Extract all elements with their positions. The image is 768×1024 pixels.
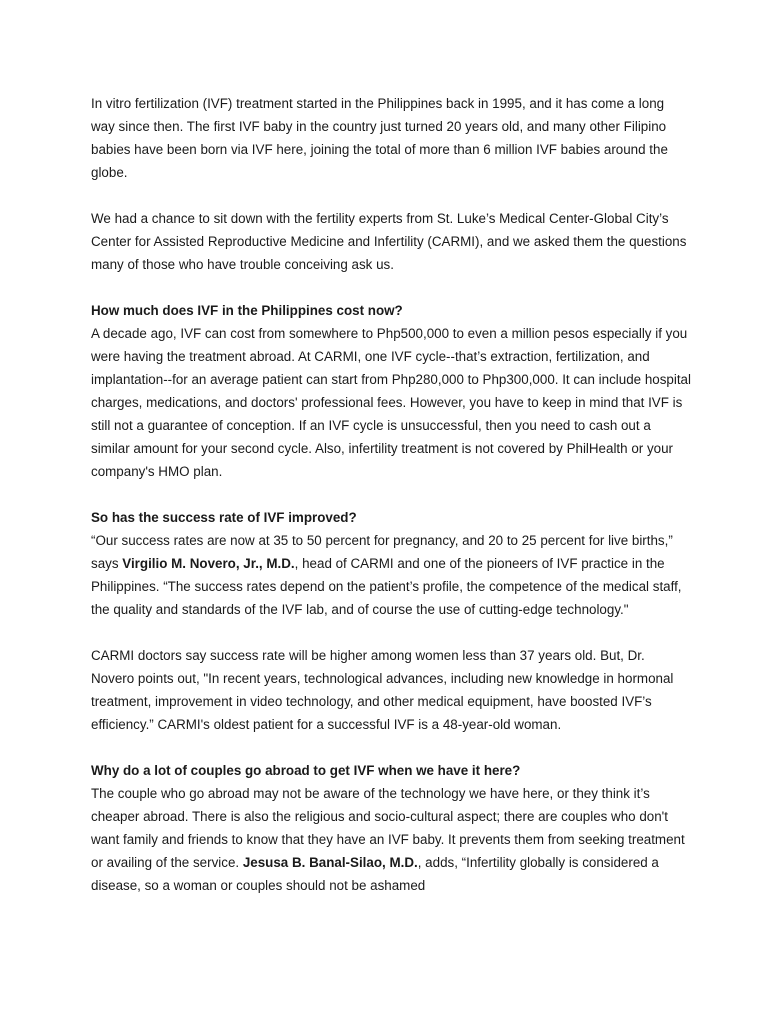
abroad-body-pre: The couple who go abroad may not be aware of the technology we have here, or they think it’s cheaper abroad. There is also the religious and socio-cultural aspect; there are couples who don't want family and friends to know that they have an IVF baby. It prevents them from seeking treatment or availing of the service.	[91, 786, 685, 870]
cost-heading: How much does IVF in the Philippines cost now?	[91, 303, 403, 318]
abroad-heading: Why do a lot of couples go abroad to get IVF when we have it here?	[91, 763, 521, 778]
doctor-name-novero: Virgilio M. Novero, Jr., M.D.	[122, 556, 295, 571]
article-body	[91, 92, 691, 920]
intro-paragraph: In vitro fertilization (IVF) treatment started in the Philippines back in 1995, and it has come a long way since then. The first IVF baby in the country just turned 20 years old, and many other Filipino babies have been born via IVF here, joining the total of more than 6 million IVF babies around the globe.	[91, 96, 668, 180]
success-rate-section	[91, 506, 691, 621]
experts-paragraph: We had a chance to sit down with the fertility experts from St. Luke’s Medical Center-Global City’s Center for Assisted Reproductive Medicine and Infertility (CARMI), and we asked them the questions many of those who have trouble conceiving ask us.	[91, 211, 687, 272]
success-rate-body-post: , head of CARMI and one of the pioneers of IVF practice in the Philippines. “The success rates depend on the patient’s profile, the competence of the medical staff, the quality and standards of the IVF lab, and of course the use of cutting-edge technology."	[91, 556, 682, 617]
cost-body: A decade ago, IVF can cost from somewhere to Php500,000 to even a million pesos especially if you were having the treatment abroad. At CARMI, one IVF cycle--that’s extraction, fertilization, and implantation--for an average patient can start from Php280,000 to Php300,000. It can include hospital charges, medications, and doctors' professional fees. However, you have to keep in mind that IVF is still not a guarantee of conception. If an IVF cycle is unsuccessful, then you need to cash out a similar amount for your second cycle. Also, infertility treatment is not covered by PhilHealth or your company's HMO plan.	[91, 326, 691, 479]
age-paragraph: CARMI doctors say success rate will be higher among women less than 37 years old. But, Dr. Novero points out, "In recent years, technological advances, including new knowledge in hormonal treatment, improvement in video technology, and other medical equipment, have boosted IVF’s efficiency.” CARMI's oldest patient for a successful IVF is a 48-year-old woman.	[91, 648, 674, 732]
success-rate-heading: So has the success rate of IVF improved?	[91, 510, 357, 525]
abroad-body-post: , adds, “Infertility globally is considered a disease, so a woman or couples should not be ashamed	[91, 855, 659, 893]
abroad-section	[91, 759, 691, 897]
success-rate-body-pre: “Our success rates are now at 35 to 50 percent for pregnancy, and 20 to 25 percent for live births,” says	[91, 533, 673, 571]
doctor-name-banal-silao: Jesusa B. Banal-Silao, M.D.	[242, 855, 418, 870]
cost-section	[91, 299, 691, 483]
